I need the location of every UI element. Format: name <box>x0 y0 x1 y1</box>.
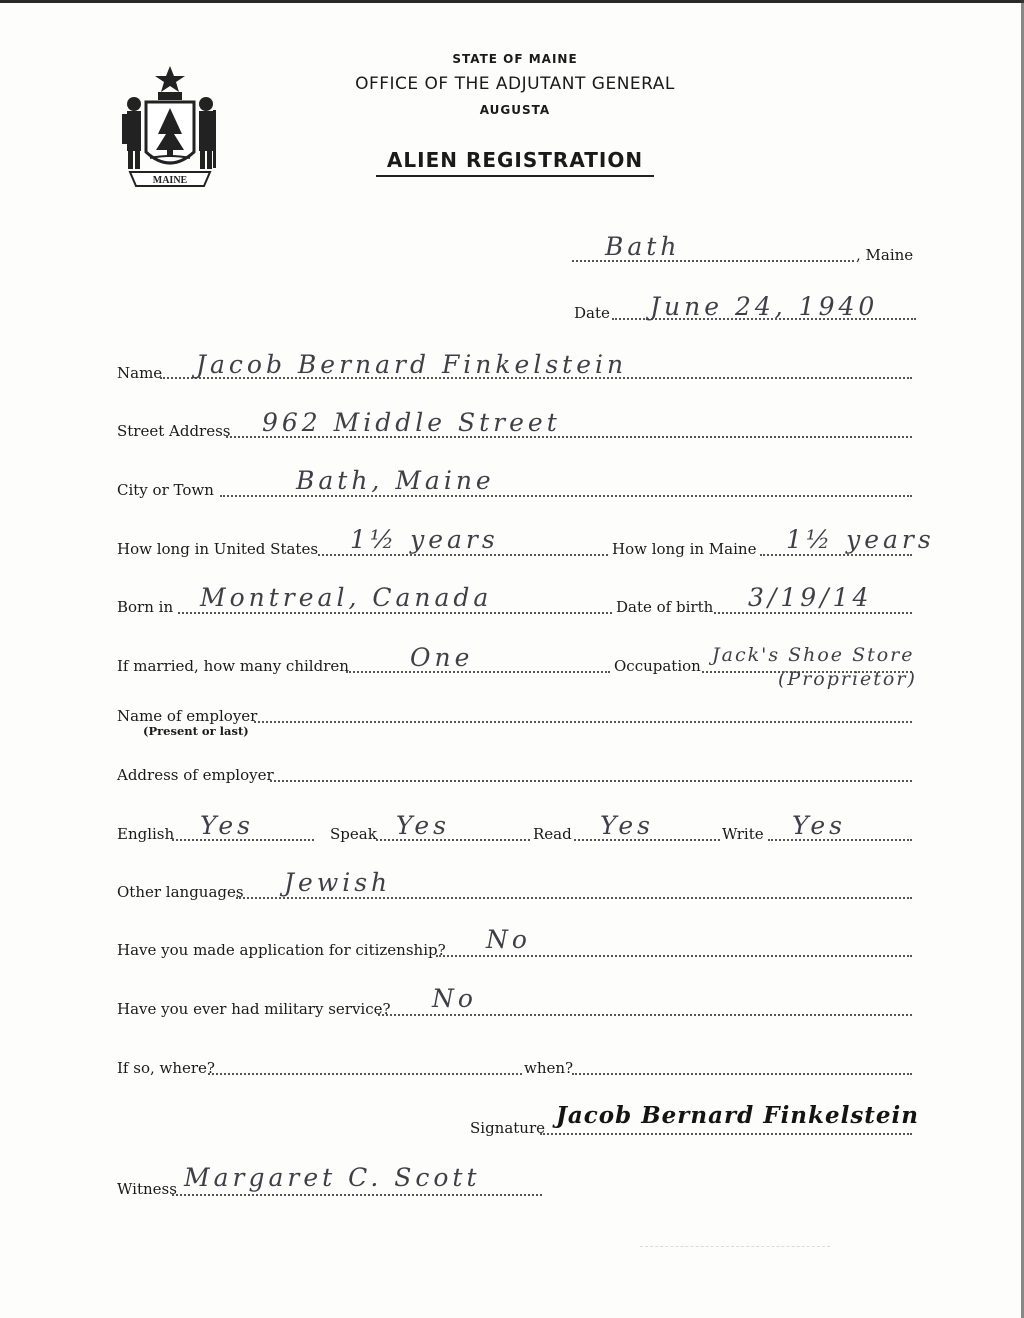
employer-address-line <box>270 780 912 782</box>
occupation-value: Jack's Shoe Store <box>712 644 915 666</box>
military-when-label: when? <box>524 1059 574 1077</box>
date-of-birth-value: 3/19/14 <box>748 583 873 612</box>
write-value: Yes <box>792 811 846 840</box>
military-where-label: If so, where? <box>117 1059 215 1077</box>
employer-sublabel: (Present or last) <box>143 724 249 738</box>
citizenship-value: No <box>486 925 531 954</box>
place-value: Bath <box>605 232 681 261</box>
citizenship-line <box>436 955 912 957</box>
header-state: STATE OF MAINE <box>452 52 578 66</box>
children-line <box>346 671 610 673</box>
born-in-label: Born in <box>117 598 174 616</box>
street-address-value: 962 Middle Street <box>262 408 561 437</box>
occupation-label: Occupation <box>614 657 701 675</box>
english-value: Yes <box>200 811 254 840</box>
read-label: Read <box>533 825 572 843</box>
other-languages-line <box>236 897 912 899</box>
time-in-us-label: How long in United States <box>117 540 319 558</box>
citizenship-label: Have you made application for citizenship? <box>117 941 446 959</box>
form-title: ALIEN REGISTRATION <box>376 148 654 177</box>
children-value: One <box>410 643 474 672</box>
signature-line <box>540 1133 912 1135</box>
city-line <box>220 495 912 497</box>
children-label: If married, how many children <box>117 657 349 675</box>
military-value: No <box>432 984 477 1013</box>
other-languages-value: Jewish <box>284 868 392 897</box>
scan-smudge <box>640 1232 830 1247</box>
svg-text:MAINE: MAINE <box>152 175 188 186</box>
place-suffix: , Maine <box>856 246 914 264</box>
witness-line <box>172 1194 542 1196</box>
time-in-maine-label: How long in Maine <box>612 540 757 558</box>
time-in-us-line <box>318 554 608 556</box>
city-label: City or Town <box>117 481 214 499</box>
military-line <box>378 1014 912 1016</box>
signature-label: Signature <box>470 1119 546 1137</box>
time-in-us-value: 1½ years <box>350 525 499 554</box>
witness-value: Margaret C. Scott <box>184 1163 481 1192</box>
header-city: AUGUSTA <box>479 103 551 117</box>
english-label: English <box>117 825 175 843</box>
time-in-maine-value: 1½ years <box>786 525 935 554</box>
born-in-line <box>178 612 612 614</box>
name-value: Jacob Bernard Finkelstein <box>196 350 628 379</box>
date-value: June 24, 1940 <box>650 292 879 321</box>
header-office: OFFICE OF THE ADJUTANT GENERAL <box>355 74 675 94</box>
employer-address-label: Address of employer <box>117 766 274 784</box>
signature-value: Jacob Bernard Finkelstein <box>556 1102 920 1129</box>
speak-label: Speak <box>330 825 377 843</box>
read-value: Yes <box>600 811 654 840</box>
date-of-birth-label: Date of birth <box>616 598 714 616</box>
name-label: Name <box>117 364 163 382</box>
witness-label: Witness <box>117 1180 177 1198</box>
write-label: Write <box>722 825 764 843</box>
occupation-value-2: (Proprietor) <box>778 668 917 690</box>
military-where-line <box>208 1073 522 1075</box>
military-when-line <box>572 1073 912 1075</box>
time-in-maine-line <box>760 554 912 556</box>
speak-value: Yes <box>396 811 450 840</box>
employer-label: Name of employer <box>117 707 258 725</box>
born-in-value: Montreal, Canada <box>200 583 493 612</box>
maine-state-seal-icon <box>112 62 228 192</box>
city-value: Bath, Maine <box>296 466 495 495</box>
street-address-label: Street Address <box>117 422 231 440</box>
employer-line <box>254 721 912 723</box>
other-languages-label: Other languages <box>117 883 244 901</box>
date-of-birth-line <box>714 612 912 614</box>
military-label: Have you ever had military service? <box>117 1000 391 1018</box>
scan-top-edge <box>0 0 1024 3</box>
date-label: Date <box>574 304 610 322</box>
